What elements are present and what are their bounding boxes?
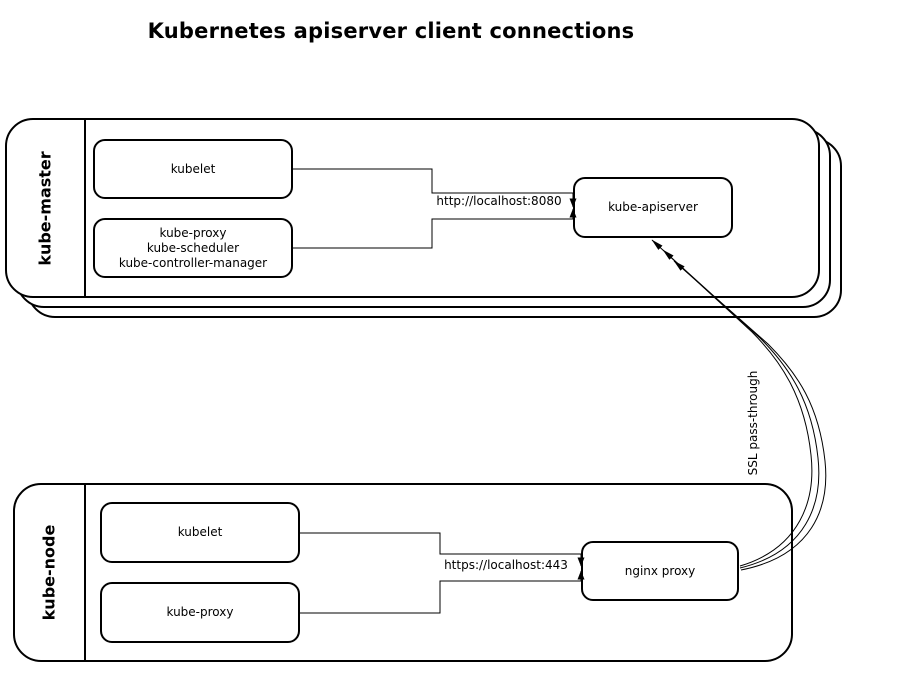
control-plane-line-3: kube-controller-manager: [118, 255, 268, 270]
node-kube-proxy-box: [100, 582, 300, 643]
diagram-title: Kubernetes apiserver client connections: [147, 19, 635, 43]
node-connection-label: https://localhost:443: [444, 558, 568, 572]
kube-apiserver-label: kube-apiserver: [608, 200, 698, 214]
node-label-band: [15, 485, 83, 660]
master-connection-label: http://localhost:8080: [436, 194, 562, 208]
node-label: kube-node: [39, 524, 59, 621]
control-plane-line-2: kube-scheduler: [146, 240, 240, 255]
nginx-proxy-box: [581, 541, 739, 601]
node-kube-proxy-label: kube-proxy: [166, 605, 234, 619]
kube-apiserver-box: [573, 177, 733, 238]
master-label-divider: [84, 118, 86, 298]
master-kubelet-box: [93, 139, 293, 199]
ssl-pass-through-label: SSL pass-through: [746, 370, 760, 476]
node-kubelet-box: [100, 502, 300, 563]
control-plane-line-1: kube-proxy: [159, 225, 227, 240]
master-label: kube-master: [35, 150, 55, 266]
master-kubelet-label: kubelet: [170, 161, 216, 176]
node-label-divider: [84, 483, 86, 662]
node-kubelet-label: kubelet: [177, 525, 223, 539]
nginx-proxy-label: nginx proxy: [624, 563, 696, 578]
master-label-band: [7, 120, 83, 296]
master-control-plane-box: [93, 218, 293, 278]
